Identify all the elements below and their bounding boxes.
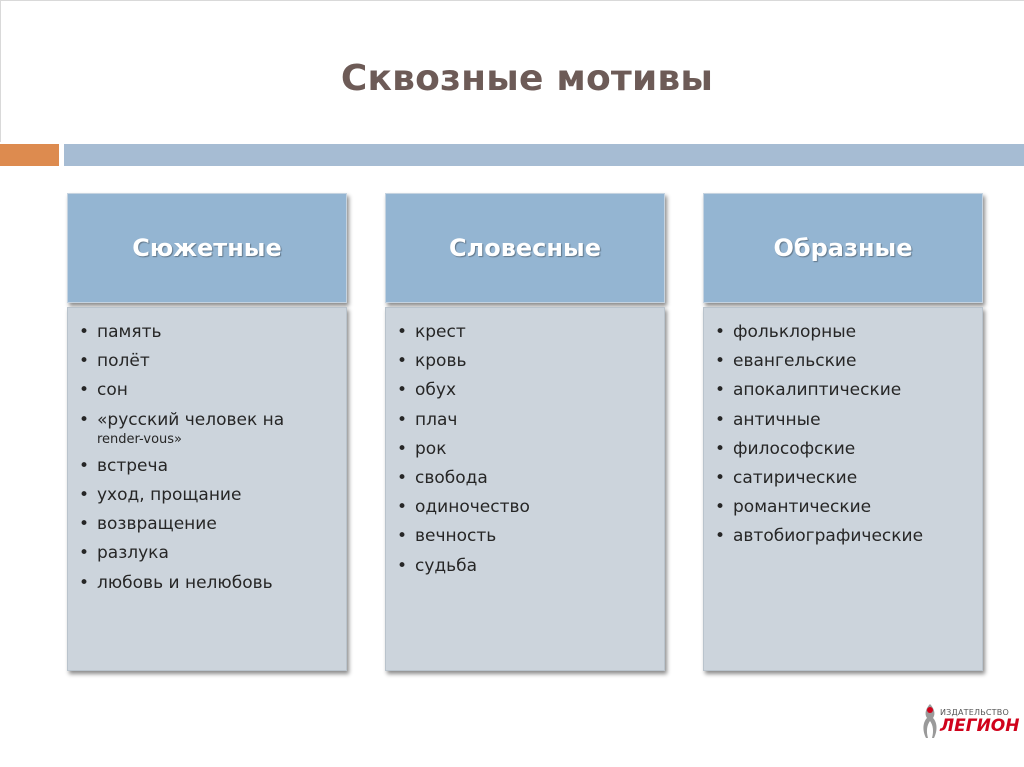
- column-body: [67, 307, 347, 671]
- publisher-logo-icon: [918, 700, 942, 744]
- list-item: [714, 376, 972, 405]
- list-item: [396, 318, 654, 347]
- list-item: [78, 510, 336, 539]
- slide-title: Сквозные мотивы: [340, 58, 714, 99]
- list-item: [396, 406, 654, 435]
- list-item: [714, 318, 972, 347]
- list-item: [78, 318, 336, 347]
- list-item-text: обух: [415, 380, 457, 401]
- column-figurative-motifs: [703, 193, 983, 671]
- list-item-text: встреча: [97, 455, 168, 476]
- list-item: [396, 522, 654, 551]
- list-item-text: кровь: [415, 351, 467, 372]
- list-item: [714, 464, 972, 493]
- list-item-text: романтические: [733, 497, 872, 518]
- list-item-text: любовь и нелюбовь: [97, 572, 273, 593]
- list-item: [78, 569, 336, 598]
- list-item-text: разлука: [97, 543, 169, 564]
- list-item: [78, 481, 336, 510]
- list-item: [78, 539, 336, 568]
- list-item-text: одиночество: [415, 497, 530, 518]
- list-item: [78, 376, 336, 405]
- list-item-text: апокалиптические: [733, 380, 902, 401]
- list-item: [396, 552, 654, 581]
- list-item-text: вечность: [415, 526, 497, 547]
- list-item: [78, 406, 336, 452]
- list-item: [396, 493, 654, 522]
- column-body: [703, 307, 983, 671]
- list-item-text: свобода: [415, 468, 488, 489]
- list-item-text: автобиографические: [733, 526, 924, 547]
- list-item: [396, 347, 654, 376]
- accent-bar-blue: [64, 144, 1024, 166]
- list-item: [714, 522, 972, 551]
- list-item-text: судьба: [415, 555, 478, 576]
- list-item: [714, 406, 972, 435]
- logo-small-text: ИЗДАТЕЛЬСТВО: [940, 708, 1009, 717]
- logo-big-text: ЛЕГИОН: [940, 716, 1020, 736]
- list-item: [714, 493, 972, 522]
- column-header: Сюжетные: [67, 193, 347, 303]
- list-item-text: крест: [415, 322, 466, 342]
- list-item: [78, 452, 336, 481]
- list-item: [78, 347, 336, 376]
- list-item: [714, 435, 972, 464]
- column-body: [385, 307, 665, 671]
- motif-list: [78, 318, 336, 598]
- list-item-text: сатирические: [733, 468, 858, 489]
- list-item-text: евангельские: [733, 351, 857, 372]
- column-plot-motifs: [67, 193, 347, 671]
- motif-list: [396, 318, 654, 581]
- column-header: Образные: [703, 193, 983, 303]
- list-item-text: фольклорные: [733, 322, 857, 342]
- list-item-text: память: [97, 322, 162, 342]
- list-item-text: полёт: [97, 351, 150, 372]
- list-item-text: античные: [733, 409, 821, 430]
- list-item: [396, 376, 654, 405]
- list-item-text: рок: [415, 438, 447, 459]
- list-item-text: философские: [733, 438, 856, 459]
- publisher-logo: [918, 700, 1018, 744]
- list-item-text: возвращение: [97, 514, 217, 535]
- slide-frame-top-line: [0, 0, 1024, 1]
- column-verbal-motifs: [385, 193, 665, 671]
- list-item-text: «русский человек на: [97, 409, 285, 430]
- list-item-text: плач: [415, 409, 458, 430]
- accent-bar-orange: [0, 144, 59, 166]
- list-item-text: сон: [97, 380, 128, 401]
- list-item: [396, 435, 654, 464]
- list-item-continuation: render-vous»: [97, 431, 183, 447]
- list-item-text: уход, прощание: [97, 485, 242, 506]
- motif-list: [714, 318, 972, 552]
- list-item: [714, 347, 972, 376]
- column-header: Словесные: [385, 193, 665, 303]
- list-item: [396, 464, 654, 493]
